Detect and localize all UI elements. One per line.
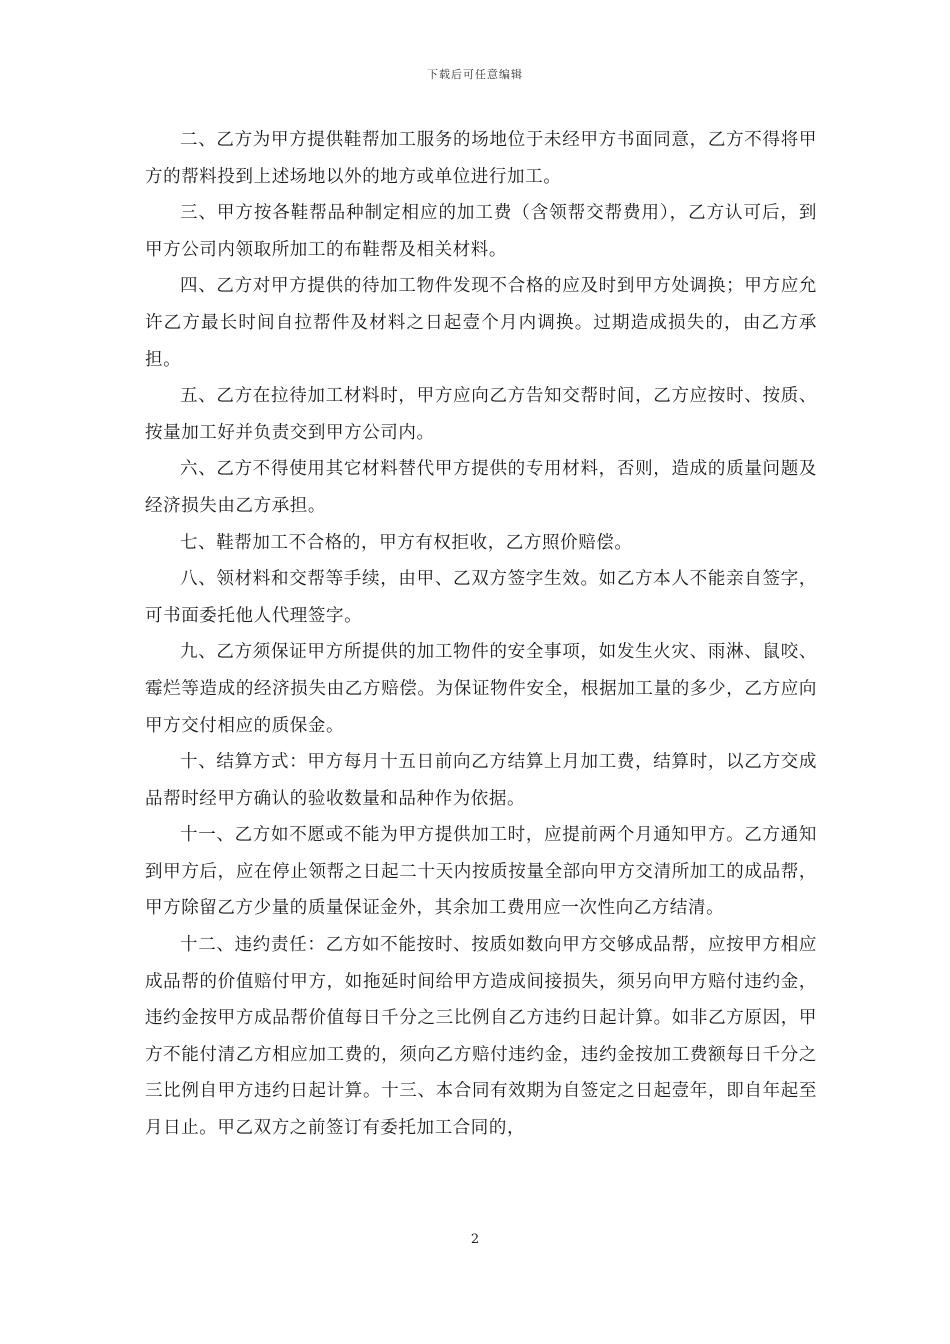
clause-3: 三、甲方按各鞋帮品种制定相应的加工费（含领帮交帮费用），乙方认可后，到甲方公司内领取所加工的布鞋帮及相关材料。 [145,203,817,260]
clause-2: 二、乙方为甲方提供鞋帮加工服务的场地位于未经甲方书面同意，乙方不得将甲方的帮料投到上述场地以外的地方或单位进行加工。 [145,130,817,187]
page-header: 下载后可任意编辑 [427,68,523,81]
clause-6: 六、乙方不得使用其它材料替代甲方提供的专用材料，否则，造成的质量问题及经济损失由乙方承担。 [145,459,817,516]
clause-7: 七、鞋帮加工不合格的，甲方有权拒收，乙方照价赔偿。 [180,532,633,553]
clause-4: 四、乙方对甲方提供的待加工物件发现不合格的应及时到甲方处调换；甲方应允许乙方最长时间自拉帮件及材料之日起壹个月内调换。过期造成损失的，由乙方承担。 [145,276,817,370]
contract-body [145,122,817,1147]
clause-8: 八、领材料和交帮等手续，由甲、乙双方签字生效。如乙方本人不能亲自签字，可书面委托他人代理签字。 [145,569,817,626]
clause-11: 十一、乙方如不愿或不能为甲方提供加工时，应提前两个月通知甲方。乙方通知到甲方后，应在停止领帮之日起二十天内按质按量全部向甲方交清所加工的成品帮，甲方除留乙方少量的质量保证金外，其余加工费用应一次性向乙方结清。 [145,825,817,919]
page-number: 2 [470,1232,480,1247]
clause-5: 五、乙方在拉待加工材料时，甲方应向乙方告知交帮时间，乙方应按时、按质、按量加工好并负责交到甲方公司内。 [145,386,817,443]
clause-10: 十、结算方式：甲方每月十五日前向乙方结算上月加工费，结算时，以乙方交成品帮时经甲方确认的验收数量和品种作为依据。 [145,752,817,809]
clause-9: 九、乙方须保证甲方所提供的加工物件的安全事项，如发生火灾、雨淋、鼠咬、霉烂等造成的经济损失由乙方赔偿。为保证物件安全，根据加工量的多少，乙方应向甲方交付相应的质保金。 [145,642,817,736]
clause-12: 十二、违约责任：乙方如不能按时、按质如数向甲方交够成品帮，应按甲方相应成品帮的价值赔付甲方，如拖延时间给甲方造成间接损失，须另向甲方赔付违约金，违约金按甲方成品帮价值每日千分之三比例自乙方违约日起计算。如非乙方原因，甲方不能付清乙方相应加工费的，须向乙方赔付违约金，违约金按加工费额每日千分之三比例自甲方违约日起计算。十三、本合同有效期为自签定之日起壹年，即自年起至月日止。甲乙双方之前签订有委托加工合同的， [145,935,817,1139]
